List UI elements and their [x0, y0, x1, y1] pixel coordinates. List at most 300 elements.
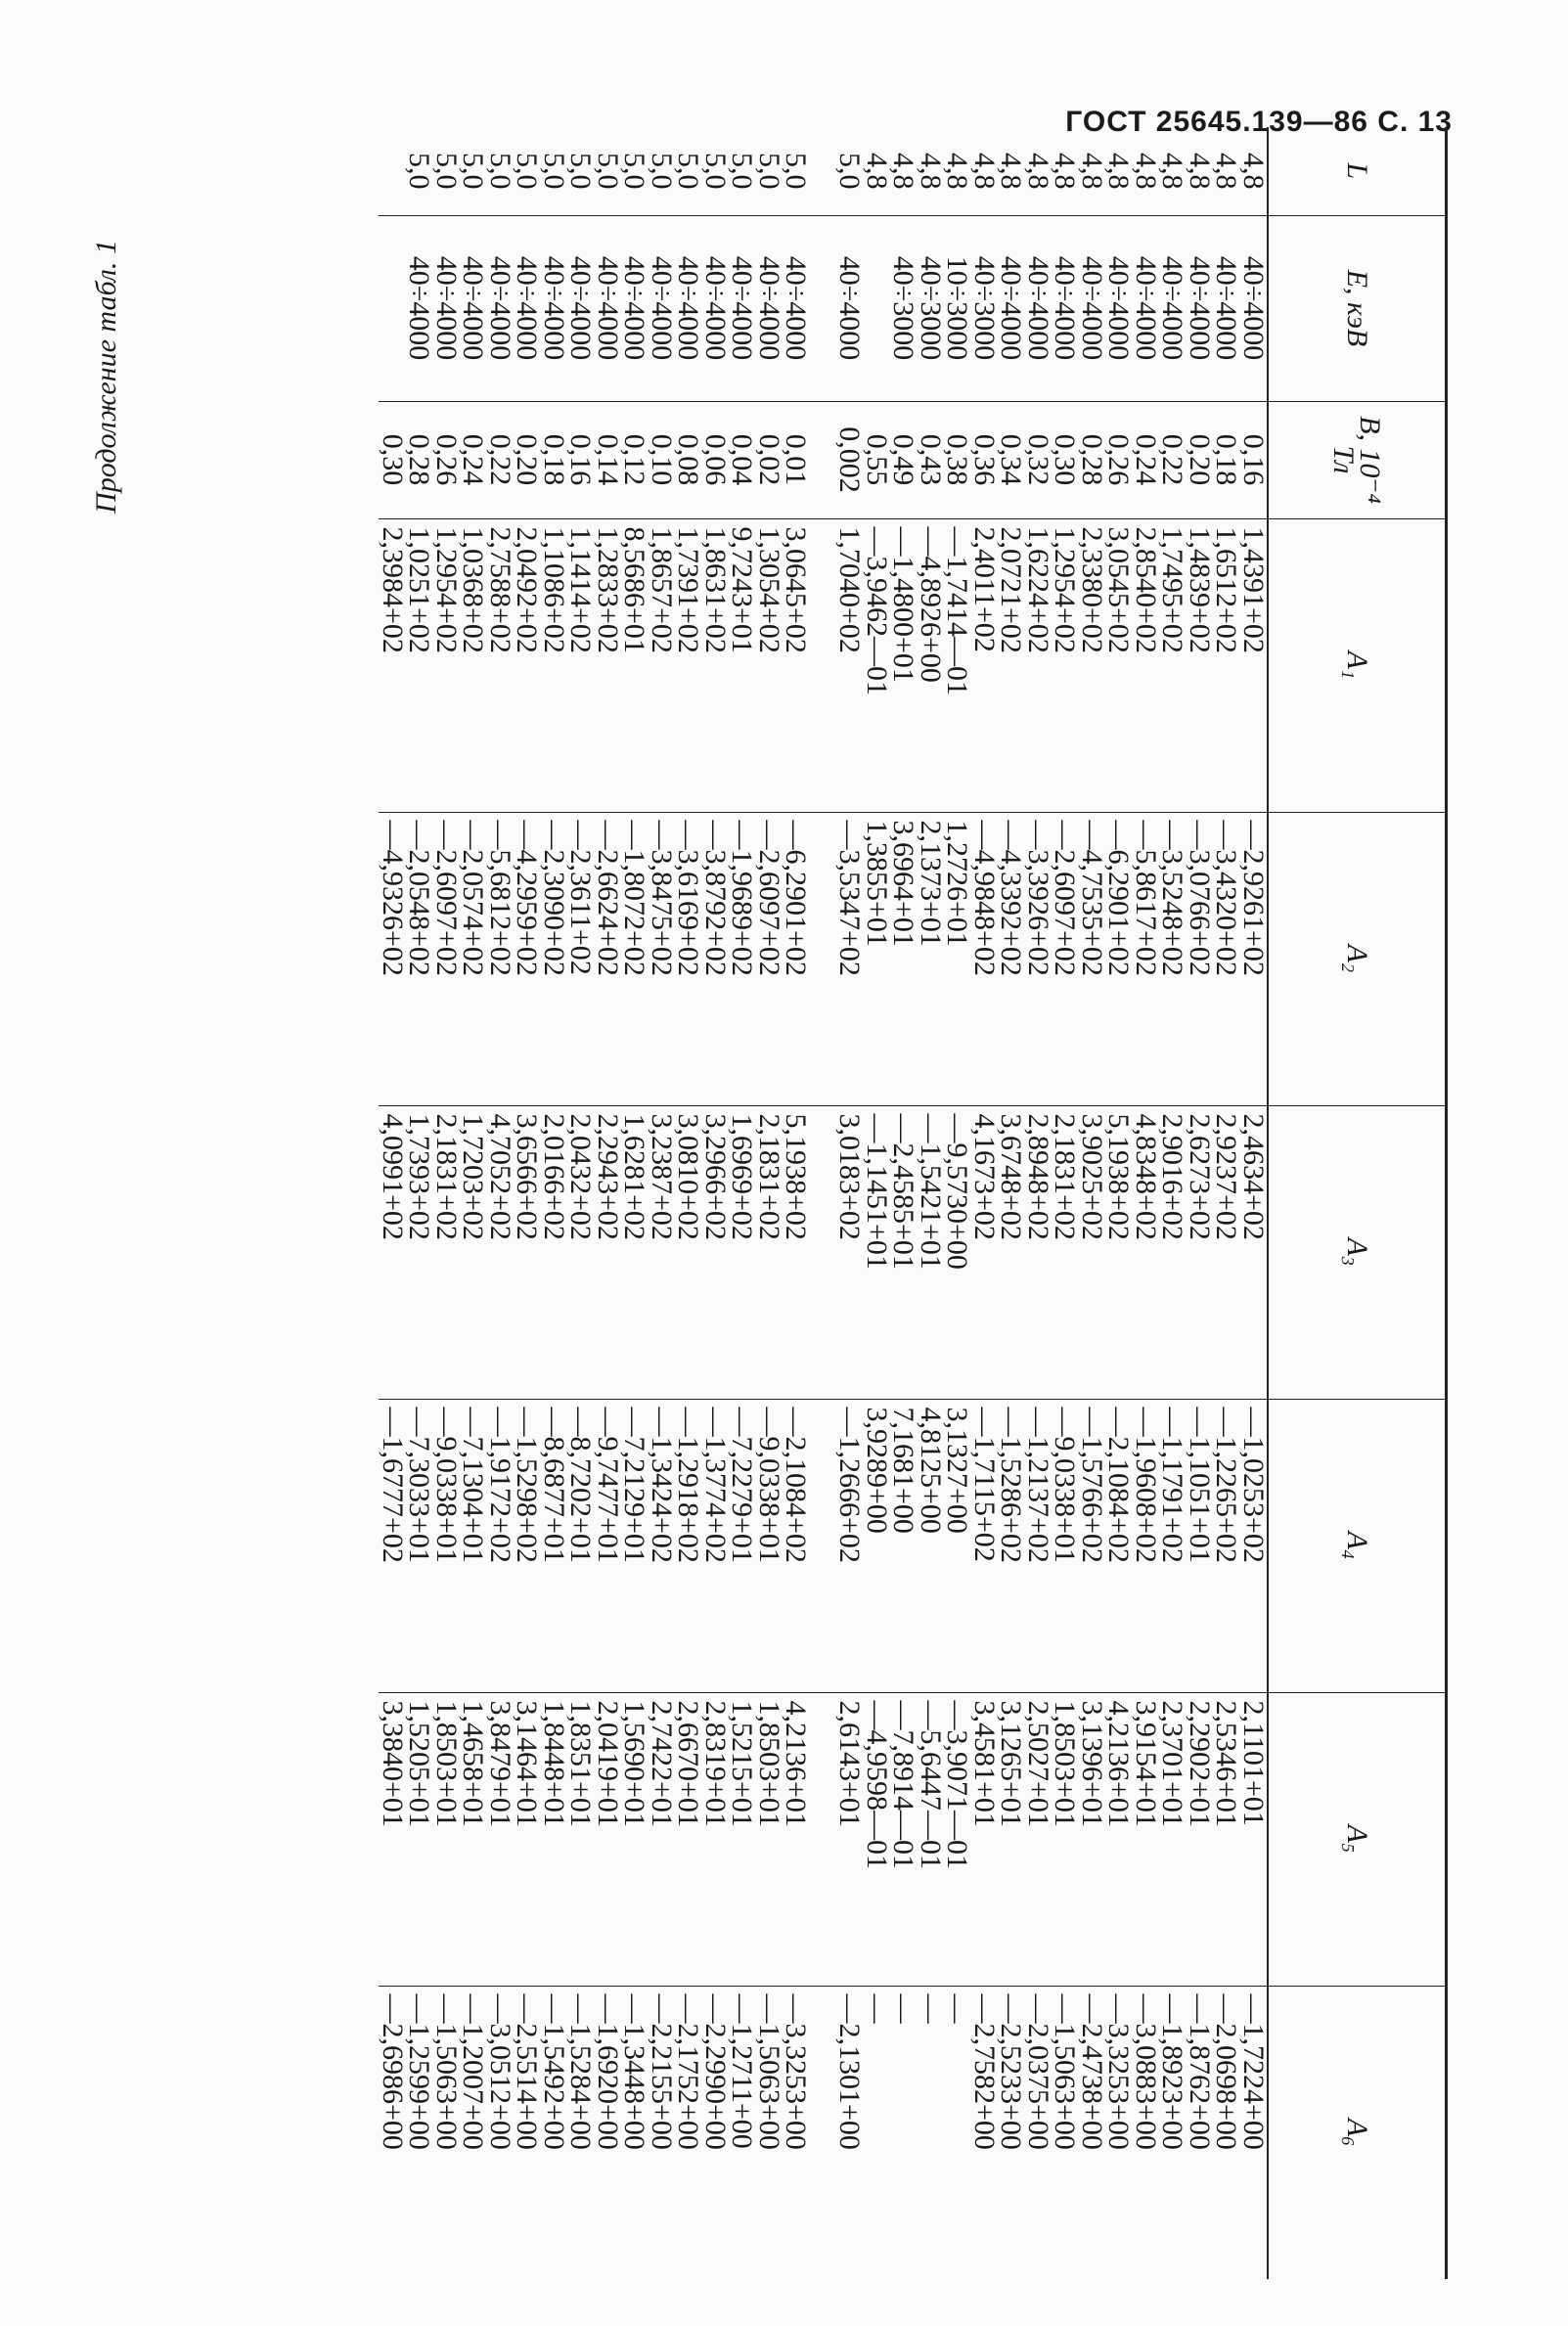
- cell-value: 40÷4000: [699, 255, 732, 361]
- cell-value: 4,2136+01: [780, 1700, 813, 1827]
- cell-value: 1,8503+01: [753, 1700, 785, 1827]
- cell-value: —3,5248+02: [1156, 820, 1189, 976]
- cell-value: 0,30: [1049, 433, 1082, 486]
- cell-value: 3,1265+01: [995, 1700, 1028, 1827]
- cell-value: —1,3424+02: [646, 1407, 678, 1563]
- cell-value: 0,32: [1022, 433, 1054, 486]
- header-row: [1268, 127, 1447, 2279]
- cell-value: —1,0253+02: [1237, 1407, 1270, 1563]
- cell-value: 3,0183+02: [833, 1113, 867, 1240]
- cell-B: [861, 401, 1270, 518]
- col-header-A1: A₁: [1268, 518, 1447, 812]
- cell-value: 40÷4000: [1130, 255, 1162, 361]
- cell-value: 5,1938+02: [1102, 1113, 1136, 1240]
- cell-value: —2,1301+00: [833, 1993, 867, 2150]
- cell-value: 3,6566+02: [511, 1113, 544, 1240]
- col-header-L: L: [1268, 127, 1447, 215]
- cell-value: 0,36: [968, 433, 1001, 486]
- cell-value: 1,0251+02: [403, 526, 436, 653]
- cell-value: 40÷3000: [887, 255, 920, 361]
- cell-value: 0,10: [646, 433, 678, 486]
- cell-value: 1,8503+01: [430, 1700, 463, 1827]
- cell-value: —1,4800+01: [887, 526, 920, 683]
- cell-value: —6,2901+02: [1102, 820, 1136, 976]
- cell-value: 4,8: [1237, 153, 1270, 190]
- cell-value: 2,8540+02: [1130, 526, 1162, 653]
- cell-value: 40÷4000: [511, 255, 544, 361]
- cell-value: 5,0: [484, 153, 516, 190]
- cell-value: —: [861, 1993, 893, 2024]
- cell-value: 0,55: [861, 433, 893, 486]
- cell-value: 5,0: [646, 153, 678, 190]
- cell-value: 40÷4000: [1076, 255, 1108, 361]
- cell-value: 2,0492+02: [511, 526, 544, 653]
- cell-value: 0,002: [833, 426, 867, 493]
- cell-value: 2,5346+01: [1210, 1700, 1243, 1827]
- cell-value: 1,1086+02: [538, 526, 570, 653]
- cell-value: 1,7391+02: [672, 526, 705, 653]
- cell-value: 0,43: [915, 433, 947, 486]
- cell-value: —1,2007+00: [457, 1993, 490, 2150]
- cell-value: [810, 224, 837, 393]
- cell-value: 3,9289+00: [861, 1407, 893, 1534]
- cell-value: —1,9172+02: [484, 1407, 516, 1563]
- cell-value: —2,0698+00: [1210, 1993, 1243, 2150]
- cell-value: 0,18: [538, 433, 570, 486]
- cell-value: 1,4391+02: [1237, 526, 1270, 653]
- cell-value: —2,5233+00: [995, 1993, 1028, 2150]
- cell-value: 3,1464+01: [511, 1700, 544, 1827]
- page-header: ГОСТ 25645.139—86 С. 13: [1065, 106, 1453, 138]
- cell-value: 40÷4000: [1210, 255, 1243, 361]
- cell-value: —1,5063+00: [430, 1993, 463, 2150]
- cell-value: 4,8: [887, 153, 920, 190]
- cell-value: —2,1084+02: [780, 1407, 813, 1563]
- cell-value: 40÷4000: [672, 255, 705, 361]
- cell-value: —1,5421+01: [915, 1113, 947, 1270]
- cell-value: 3,6748+02: [995, 1113, 1028, 1240]
- cell-value: —1,3448+00: [618, 1993, 651, 2150]
- data-table: [377, 127, 1449, 2279]
- table-body: [377, 127, 1270, 2279]
- cell-value: 40÷4000: [1237, 255, 1270, 361]
- cell-value: 1,8503+01: [1049, 1700, 1082, 1827]
- cell-value: —3,9462—01: [861, 526, 893, 695]
- col-header-A6: A₆: [1268, 1986, 1447, 2279]
- cell-value: —4,9848+02: [968, 820, 1001, 976]
- cell-value: 1,2954+02: [1049, 526, 1082, 653]
- cell-value: —1,2599+00: [403, 1993, 436, 2150]
- cell-value: 5,0: [753, 153, 785, 190]
- cell-value: 3,0810+02: [672, 1113, 705, 1240]
- cell-value: 0,34: [995, 433, 1028, 486]
- cell-value: 4,7052+02: [484, 1113, 516, 1240]
- cell-A4: [377, 1399, 867, 1692]
- cell-value: —7,1304+01: [457, 1407, 490, 1563]
- cell-value: 1,8351+01: [564, 1700, 598, 1827]
- col-header-A3: A₃: [1268, 1105, 1447, 1399]
- cell-value: 7,1681+00: [887, 1407, 920, 1534]
- cell-L: [861, 127, 1270, 215]
- cell-value: 4,8: [861, 153, 893, 190]
- cell-value: 5,1938+02: [780, 1113, 813, 1240]
- cell-value: 2,1831+02: [753, 1113, 785, 1240]
- cell-value: —3,6169+02: [672, 820, 705, 976]
- cell-value: 1,8448+01: [538, 1700, 570, 1827]
- cell-value: 40÷4000: [1022, 255, 1054, 361]
- cell-value: 40÷4000: [538, 255, 570, 361]
- cell-value: 0,01: [780, 433, 813, 486]
- cell-value: —9,0338+01: [753, 1407, 785, 1563]
- cell-value: —7,2129+01: [618, 1407, 651, 1563]
- cell-value: 0,22: [484, 433, 516, 486]
- cell-A2: [861, 812, 1270, 1105]
- cell-value: —: [887, 1993, 920, 2024]
- cell-value: —4,9598—01: [861, 1700, 893, 1869]
- cell-value: 9,7243+01: [726, 526, 759, 653]
- cell-value: 40÷4000: [753, 255, 785, 361]
- cell-value: —1,5766+02: [1076, 1407, 1108, 1563]
- cell-value: 2,3984+02: [377, 526, 409, 653]
- col-header-A5: A₅: [1268, 1692, 1447, 1986]
- cell-value: —1,6920+00: [592, 1993, 624, 2150]
- cell-value: 40÷4000: [430, 255, 463, 361]
- cell-value: —4,3392+02: [995, 820, 1028, 976]
- cell-value: —2,0548+02: [403, 820, 436, 976]
- cell-value: —9,5730+00: [941, 1113, 974, 1270]
- cell-value: 40÷4000: [646, 255, 678, 361]
- table-group-row: [864, 127, 1269, 2279]
- cell-value: —4,9326+02: [377, 820, 409, 976]
- cell-value: 3,1396+01: [1076, 1700, 1108, 1827]
- cell-value: 0,16: [564, 433, 598, 486]
- cell-value: —1,2918+02: [672, 1407, 705, 1563]
- cell-value: 2,8948+02: [1022, 1113, 1054, 1240]
- cell-value: —1,8072+02: [618, 820, 651, 976]
- cell-value: 5,0: [726, 153, 759, 190]
- cell-value: 3,6964+01: [887, 820, 920, 947]
- cell-value: —2,6097+02: [753, 820, 785, 976]
- cell-value: 5,0: [833, 153, 867, 190]
- cell-value: —2,3611+02: [564, 820, 598, 975]
- cell-value: 4,8: [1130, 153, 1162, 190]
- cell-value: 2,0432+02: [564, 1113, 598, 1240]
- cell-value: [810, 1994, 837, 2272]
- cell-value: 1,5205+01: [403, 1700, 436, 1827]
- cell-value: 40÷4000: [592, 255, 624, 361]
- cell-value: 1,4839+02: [1184, 526, 1216, 653]
- cell-value: 1,6969+02: [726, 1113, 759, 1240]
- cell-value: —3,3253+00: [1102, 1993, 1136, 2150]
- cell-value: 0,04: [726, 433, 759, 486]
- cell-value: —3,5347+02: [833, 820, 867, 976]
- cell-value: —2,4585+01: [887, 1113, 920, 1270]
- cell-value: 2,9237+02: [1210, 1113, 1243, 1240]
- cell-value: 3,0545+02: [1102, 526, 1136, 653]
- cell-value: 40÷3000: [915, 255, 947, 361]
- cell-value: —2,2155+00: [646, 1993, 678, 2150]
- cell-value: [810, 527, 837, 804]
- cell-value: —5,6812+02: [484, 820, 516, 976]
- cell-value: 2,0419+01: [592, 1700, 624, 1827]
- cell-value: [810, 1114, 837, 1391]
- table-group-row: [380, 127, 864, 2279]
- cell-value: 5,0: [592, 153, 624, 190]
- cell-value: 1,5690+01: [618, 1700, 651, 1827]
- cell-value: 0,16: [1237, 433, 1270, 486]
- cell-A6: [861, 1986, 1270, 2279]
- cell-value: 40÷4000: [995, 255, 1028, 361]
- cell-value: —2,6097+02: [430, 820, 463, 976]
- cell-value: —9,7477+01: [592, 1407, 624, 1563]
- cell-value: [810, 1408, 837, 1684]
- cell-value: —5,6447—01: [915, 1700, 947, 1869]
- cell-value: 2,7422+01: [646, 1700, 678, 1827]
- cell-value: 5,0: [457, 153, 490, 190]
- cell-value: 5,0: [564, 153, 598, 190]
- cell-value: 1,3855+01: [861, 820, 893, 947]
- cell-value: —3,9071—01: [941, 1700, 974, 1869]
- cell-value: [810, 135, 837, 207]
- cell-value: 4,8: [1076, 153, 1108, 190]
- cell-value: 0,24: [457, 433, 490, 486]
- cell-value: —1,1451+01: [861, 1113, 893, 1270]
- cell-A3: [861, 1105, 1270, 1399]
- cell-value: 5,0: [403, 153, 436, 190]
- cell-value: —: [915, 1993, 947, 2024]
- cell-value: 3,1327+00: [941, 1407, 974, 1534]
- cell-A3: [377, 1105, 867, 1399]
- cell-A2: [377, 812, 867, 1105]
- cell-value: 3,8479+01: [484, 1700, 516, 1827]
- cell-value: 40÷4000: [618, 255, 651, 361]
- cell-value: —1,5063+00: [1049, 1993, 1082, 2150]
- cell-value: 1,3054+02: [753, 526, 785, 653]
- cell-value: 0,14: [592, 433, 624, 486]
- cell-A5: [861, 1692, 1270, 1986]
- cell-value: 3,9025+02: [1076, 1113, 1108, 1240]
- cell-value: 3,0645+02: [780, 526, 813, 653]
- cell-value: 4,1673+02: [968, 1113, 1001, 1240]
- cell-value: 40÷4000: [1156, 255, 1189, 361]
- cell-value: —2,6986+00: [377, 1993, 409, 2150]
- cell-value: 1,8657+02: [646, 526, 678, 653]
- cell-value: —1,2265+02: [1210, 1407, 1243, 1563]
- cell-value: —2,6624+02: [592, 820, 624, 976]
- cell-value: 3,2966+02: [699, 1113, 732, 1240]
- cell-value: 0,12: [618, 433, 651, 486]
- cell-value: 5,0: [699, 153, 732, 190]
- cell-value: —1,8762+00: [1184, 1993, 1216, 2150]
- cell-value: 3,2387+02: [646, 1113, 678, 1240]
- cell-value: 2,4634+02: [1237, 1113, 1270, 1240]
- cell-value: 0,26: [430, 433, 463, 486]
- cell-A5: [377, 1692, 867, 1986]
- cell-E: [864, 215, 1269, 401]
- cell-value: —1,5284+00: [564, 1993, 598, 2150]
- cell-value: 10÷3000: [941, 255, 974, 361]
- cell-value: 4,8: [1156, 153, 1189, 190]
- cell-value: 2,2902+01: [1184, 1700, 1216, 1827]
- cell-value: 4,2136+01: [1102, 1700, 1136, 1827]
- cell-value: 5,0: [618, 153, 651, 190]
- cell-value: 0,02: [753, 433, 785, 486]
- cell-value: —3,3253+00: [780, 1993, 813, 2150]
- cell-value: 0,26: [1102, 433, 1136, 486]
- cell-value: 1,2726+01: [941, 820, 974, 947]
- cell-value: —1,2711+00: [726, 1993, 759, 2149]
- cell-value: —1,7115+02: [968, 1407, 1001, 1562]
- cell-value: —1,2666+02: [833, 1407, 867, 1563]
- cell-value: —2,1752+00: [672, 1993, 705, 2150]
- cell-value: 2,6670+01: [672, 1700, 705, 1827]
- cell-value: 1,7495+02: [1156, 526, 1189, 653]
- cell-value: —2,0574+02: [457, 820, 490, 976]
- cell-value: —4,8926+00: [915, 526, 947, 683]
- cell-value: 2,1831+02: [1049, 1113, 1082, 1240]
- cell-value: 2,8319+01: [699, 1700, 732, 1827]
- cell-value: —2,9261+02: [1237, 820, 1270, 976]
- cell-value: 2,1101+01: [1237, 1700, 1270, 1826]
- cell-value: —1,8923+00: [1156, 1993, 1189, 2150]
- cell-value: —2,0375+00: [1022, 1993, 1054, 2150]
- cell-value: —2,6097+02: [1049, 820, 1082, 976]
- cell-value: 1,0368+02: [457, 526, 490, 653]
- cell-value: 8,5686+01: [618, 526, 651, 653]
- cell-value: 1,6224+02: [1022, 526, 1054, 653]
- cell-value: 4,8: [995, 153, 1028, 190]
- cell-value: —1,7224+00: [1237, 1993, 1270, 2150]
- cell-A1: [377, 518, 867, 812]
- cell-value: —1,5063+00: [753, 1993, 785, 2150]
- cell-value: 2,1831+02: [430, 1113, 463, 1240]
- cell-value: 2,6143+01: [833, 1700, 867, 1827]
- cell-value: —9,0338+01: [1049, 1407, 1082, 1563]
- cell-value: 5,0: [780, 153, 813, 190]
- cell-value: 1,7203+02: [457, 1113, 490, 1240]
- cell-value: 2,3701+01: [1156, 1700, 1189, 1827]
- cell-value: 2,1373+01: [915, 820, 947, 947]
- col-header-A4: A₄: [1268, 1399, 1447, 1692]
- cell-value: —3,8475+02: [646, 820, 678, 976]
- cell-value: 40÷4000: [484, 255, 516, 361]
- cell-value: 1,5215+01: [726, 1700, 759, 1827]
- cell-value: 2,0721+02: [995, 526, 1028, 653]
- cell-value: —2,4738+00: [1076, 1993, 1108, 2150]
- cell-value: —3,0512+00: [484, 1993, 516, 2150]
- cell-value: —3,8792+02: [699, 820, 732, 976]
- cell-value: —1,9608+02: [1130, 1407, 1162, 1563]
- cell-value: —9,0338+01: [430, 1407, 463, 1563]
- cell-value: —1,6777+02: [377, 1407, 409, 1563]
- cell-value: —1,5492+00: [538, 1993, 570, 2150]
- cell-value: 1,4658+01: [457, 1700, 490, 1827]
- cell-value: —3,0883+00: [1130, 1993, 1162, 2150]
- cell-value: [810, 821, 837, 1097]
- cell-value: —5,8617+02: [1130, 820, 1162, 976]
- cell-value: [810, 410, 837, 511]
- cell-value: 1,6281+02: [618, 1113, 651, 1240]
- cell-value: 0,08: [672, 433, 705, 486]
- cell-value: —7,2279+01: [726, 1407, 759, 1563]
- cell-value: —1,2137+02: [1022, 1407, 1054, 1563]
- cell-value: —7,8914—01: [887, 1700, 920, 1869]
- cell-A1: [861, 518, 1270, 812]
- cell-value: —2,7582+00: [968, 1993, 1001, 2150]
- cell-value: 3,3840+01: [377, 1700, 409, 1827]
- cell-value: [810, 1701, 837, 1978]
- cell-value: 0,18: [1210, 433, 1243, 486]
- cell-value: —2,1084+02: [1102, 1407, 1136, 1563]
- cell-value: 0,28: [403, 433, 436, 486]
- cell-value: 2,6273+02: [1184, 1113, 1216, 1240]
- cell-E: [380, 215, 867, 401]
- cell-value: 4,8: [1210, 153, 1243, 190]
- cell-value: 1,2833+02: [592, 526, 624, 653]
- cell-value: 1,8631+02: [699, 526, 732, 653]
- cell-value: —1,5286+02: [995, 1407, 1028, 1563]
- cell-value: —1,7414—01: [941, 526, 974, 695]
- cell-value: 40÷3000: [968, 255, 1001, 361]
- cell-value: —2,2990+00: [699, 1993, 732, 2150]
- col-header-B: B, 10⁻⁴ Тл: [1268, 401, 1447, 518]
- cell-value: 4,0991+02: [377, 1113, 409, 1240]
- cell-value: 1,6512+02: [1210, 526, 1243, 653]
- cell-value: 40÷4000: [780, 255, 813, 361]
- cell-value: —8,7202+01: [564, 1407, 598, 1563]
- cell-value: 0,28: [1076, 433, 1108, 486]
- col-header-E: E, кэВ: [1268, 215, 1447, 401]
- cell-value: 4,8: [968, 153, 1001, 190]
- cell-value: 40÷4000: [1049, 255, 1082, 361]
- cell-value: 3,4581+01: [968, 1700, 1001, 1827]
- cell-value: —6,2901+02: [780, 820, 813, 976]
- cell-value: 2,2943+02: [592, 1113, 624, 1240]
- cell-L: [380, 127, 867, 215]
- cell-value: 40÷4000: [833, 255, 867, 361]
- cell-value: 5,0: [430, 153, 463, 190]
- cell-value: 1,7393+02: [403, 1113, 436, 1240]
- cell-value: 4,8: [1022, 153, 1054, 190]
- cell-value: 4,8348+02: [1130, 1113, 1162, 1240]
- cell-value: 2,3380+02: [1076, 526, 1108, 653]
- cell-value: 4,8: [1184, 153, 1216, 190]
- cell-value: 40÷4000: [564, 255, 598, 361]
- cell-value: 40÷4000: [1184, 255, 1216, 361]
- cell-value: —: [941, 1993, 974, 2024]
- cell-value: 0,06: [699, 433, 732, 486]
- cell-value: 5,0: [672, 153, 705, 190]
- cell-value: —1,5298+02: [511, 1407, 544, 1563]
- cell-value: 2,5027+01: [1022, 1700, 1054, 1827]
- cell-value: —3,0766+02: [1184, 820, 1216, 976]
- cell-value: —3,4320+02: [1210, 820, 1243, 976]
- cell-value: 2,7588+02: [484, 526, 516, 653]
- cell-value: 1,2954+02: [430, 526, 463, 653]
- cell-value: 4,8: [941, 153, 974, 190]
- cell-value: —4,2959+02: [511, 820, 544, 976]
- cell-value: 3,9154+01: [1130, 1700, 1162, 1827]
- cell-value: —1,1051+01: [1184, 1407, 1216, 1563]
- cell-value: 0,49: [887, 433, 920, 486]
- cell-value: 1,7040+02: [833, 526, 867, 653]
- cell-value: —2,5514+00: [511, 1993, 544, 2150]
- col-header-A2: A₂: [1268, 812, 1447, 1105]
- cell-value: 0,24: [1130, 433, 1162, 486]
- cell-value: 1,1414+02: [564, 526, 598, 653]
- cell-value: —1,9689+02: [726, 820, 759, 976]
- cell-value: 0,22: [1156, 433, 1189, 486]
